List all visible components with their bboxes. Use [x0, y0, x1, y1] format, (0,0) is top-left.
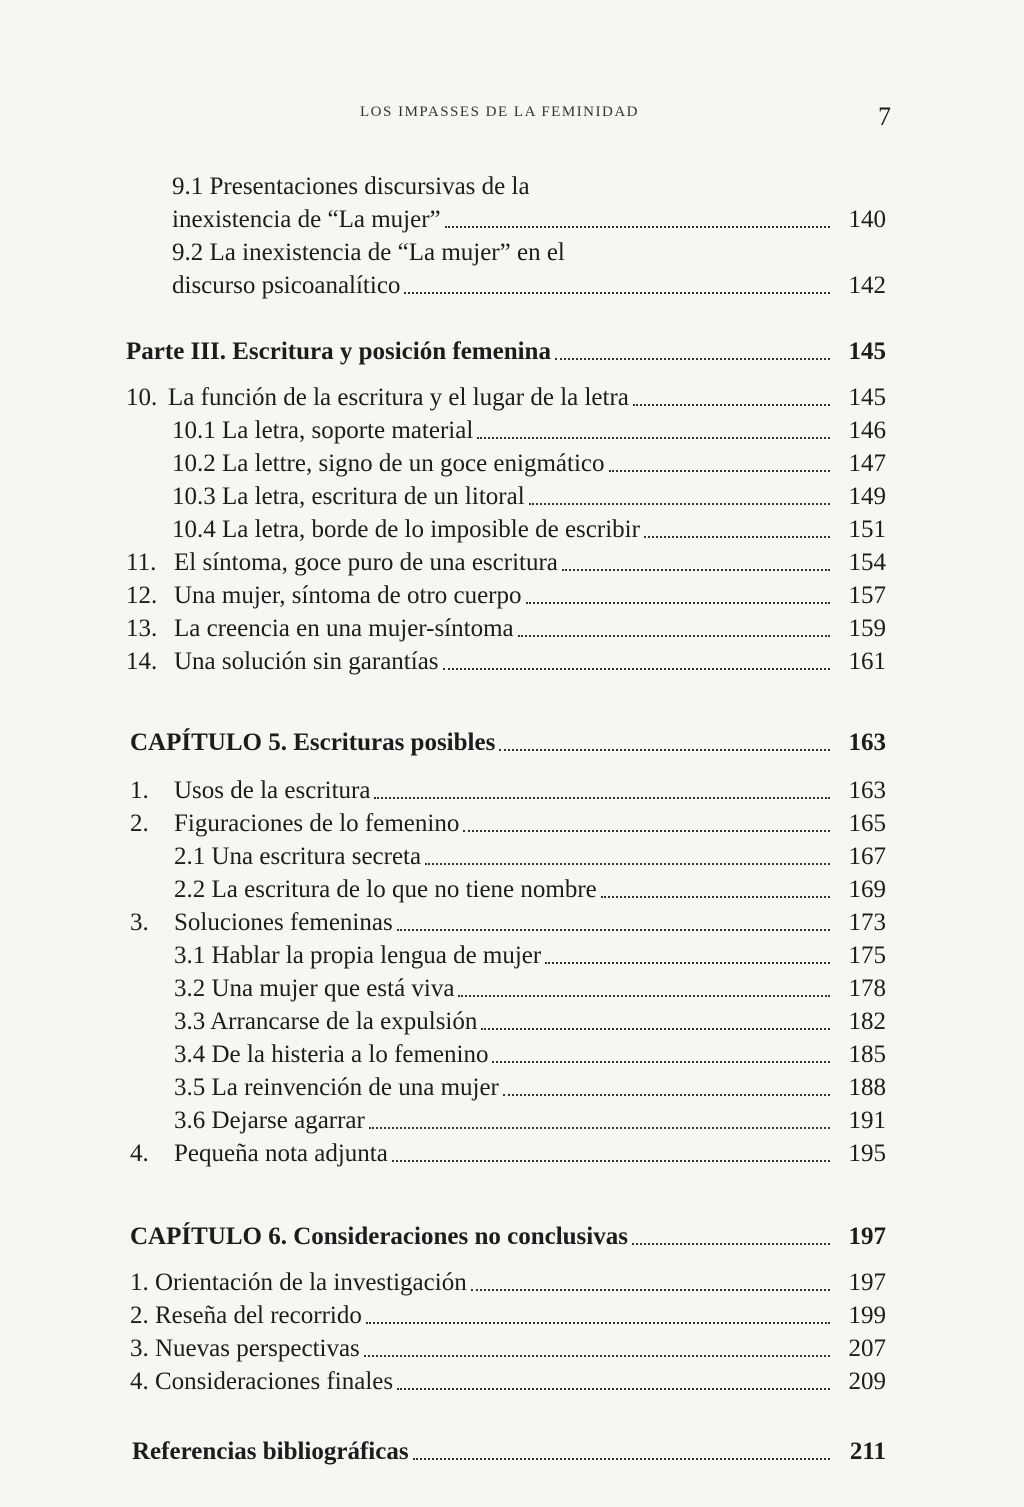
toc-entry [130, 1137, 886, 1171]
toc-entry-text: 1. Orientación de la investigación [130, 1269, 467, 1296]
dot-leader [366, 1321, 830, 1324]
toc-entry-text: 3.4 De la histeria a lo femenino [174, 1041, 489, 1068]
toc-entry-text: CAPÍTULO 5. Escrituras posibles [130, 729, 496, 756]
dot-leader [562, 568, 830, 571]
toc-references-heading [132, 1435, 886, 1469]
toc-entry-text: inexistencia de “La mujer” [172, 206, 441, 233]
toc-entry-page: 146 [848, 417, 886, 444]
toc-entry [130, 1266, 886, 1300]
toc-entry [172, 170, 886, 204]
dot-leader [633, 403, 830, 406]
toc-entry-page: 163 [848, 729, 886, 756]
toc-entry [174, 972, 886, 1006]
toc-entry-page: 207 [848, 1335, 886, 1362]
dot-leader [632, 1242, 830, 1245]
toc-entry-page: 165 [848, 810, 886, 837]
toc-entry-text: 3. Nuevas perspectivas [130, 1335, 360, 1362]
dot-leader [477, 436, 830, 439]
toc-entry [126, 612, 886, 646]
toc-entry-page: 175 [848, 942, 886, 969]
dot-leader [445, 225, 830, 228]
toc-entry-text: Parte III. Escritura y posición femenina [126, 338, 551, 365]
toc-entry-page: 195 [848, 1140, 886, 1167]
toc-entry [172, 203, 886, 237]
toc-entry-page: 197 [848, 1269, 886, 1296]
dot-leader [369, 1126, 830, 1129]
dot-leader [404, 291, 830, 294]
toc-entry [130, 1332, 886, 1366]
dot-leader [413, 1457, 830, 1460]
toc-entry-page: 154 [848, 549, 886, 576]
dot-leader [392, 1159, 830, 1162]
toc-entry-text: Pequeña nota adjunta [174, 1140, 388, 1167]
toc-entry [172, 269, 886, 303]
toc-entry-text: 10.1 La letra, soporte material [172, 417, 474, 444]
toc-entry-page: 145 [848, 384, 886, 411]
toc-entry-text: 10.4 La letra, borde de lo imposible de escribir [172, 516, 640, 543]
toc-entry-page: 142 [848, 272, 886, 299]
toc-entry-page: 163 [848, 777, 886, 804]
dot-leader [499, 748, 830, 751]
toc-entry-text: 10.3 La letra, escritura de un litoral [172, 483, 525, 510]
dot-leader [443, 667, 830, 670]
toc-entry-text: La función de la escritura y el lugar de la letra [168, 384, 629, 411]
toc-entry-number: 3. [130, 909, 149, 936]
toc-entry [172, 414, 886, 448]
toc-entry-page: 199 [848, 1302, 886, 1329]
dot-leader [364, 1354, 830, 1357]
toc-entry [130, 906, 886, 940]
toc-entry-page: 147 [848, 450, 886, 477]
toc-entry-text: Referencias bibliográficas [132, 1438, 409, 1465]
toc-part-heading [126, 335, 886, 369]
toc-entry-page: 167 [848, 843, 886, 870]
toc-entry [126, 645, 886, 679]
toc-entry-text: La creencia en una mujer-síntoma [174, 615, 514, 642]
toc-entry-text: discurso psicoanalítico [172, 272, 401, 299]
toc-entry-page: 185 [848, 1041, 886, 1068]
toc-entry-page: 145 [848, 338, 886, 365]
toc-entry-number: 2. [130, 810, 149, 837]
toc-entry-text: 3.5 La reinvención de una mujer [174, 1074, 499, 1101]
dot-leader [545, 961, 830, 964]
toc-entry-number: 13. [126, 615, 158, 642]
toc-entry [130, 1365, 886, 1399]
toc-entry [174, 1005, 886, 1039]
dot-leader [601, 895, 830, 898]
toc-entry-text: Usos de la escritura [174, 777, 371, 804]
toc-chapter-heading [130, 726, 886, 760]
toc-entry-text: Una solución sin garantías [174, 648, 439, 675]
dot-leader [397, 1387, 830, 1390]
running-head: LOS IMPASSES DE LA FEMINIDAD [360, 104, 639, 120]
toc-entry-page: 197 [848, 1223, 886, 1250]
toc-entry-page: 173 [848, 909, 886, 936]
dot-leader [492, 1060, 830, 1063]
toc-entry [174, 1038, 886, 1072]
dot-leader [425, 862, 830, 865]
toc-entry-number: 4. [130, 1140, 149, 1167]
toc-entry-page: 149 [848, 483, 886, 510]
toc-entry-text: Soluciones femeninas [174, 909, 393, 936]
toc-entry-text: 3.2 Una mujer que está viva [174, 975, 455, 1002]
toc-entry [172, 513, 886, 547]
dot-leader [526, 601, 830, 604]
dot-leader [463, 829, 830, 832]
toc-entry-text: 9.1 Presentaciones discursivas de la [172, 173, 530, 200]
toc-entry [130, 1299, 886, 1333]
toc-entry-text: 3.6 Dejarse agarrar [174, 1107, 365, 1134]
toc-entry [126, 546, 886, 580]
toc-entry-text: 4. Consideraciones finales [130, 1368, 394, 1395]
toc-entry [174, 1071, 886, 1105]
dot-leader [529, 502, 830, 505]
dot-leader [397, 928, 830, 931]
toc-entry-page: 161 [848, 648, 886, 675]
toc-entry-number: 1. [130, 777, 149, 804]
toc-entry [174, 873, 886, 907]
toc-entry [172, 480, 886, 514]
toc-entry-text: 3.1 Hablar la propia lengua de mujer [174, 942, 542, 969]
dot-leader [644, 535, 830, 538]
toc-entry-text: 2. Reseña del recorrido [130, 1302, 362, 1329]
toc-entry [126, 381, 886, 415]
toc-entry-text: Figuraciones de lo femenino [174, 810, 460, 837]
toc-entry-number: 11. [126, 549, 157, 576]
toc-entry-text: CAPÍTULO 6. Consideraciones no conclusivas [130, 1223, 628, 1250]
dot-leader [471, 1288, 830, 1291]
toc-entry [130, 774, 886, 808]
toc-entry-page: 157 [848, 582, 886, 609]
toc-entry-text: 10.2 La lettre, signo de un goce enigmático [172, 450, 605, 477]
toc-entry-text: Una mujer, síntoma de otro cuerpo [174, 582, 522, 609]
dot-leader [503, 1093, 830, 1096]
page-number: 7 [878, 102, 891, 131]
toc-entry-number: 10. [126, 384, 158, 411]
toc-entry [174, 1104, 886, 1138]
dot-leader [374, 796, 830, 799]
toc-entry-page: 182 [848, 1008, 886, 1035]
toc-entry [130, 807, 886, 841]
toc-entry [174, 939, 886, 973]
toc-entry-page: 151 [848, 516, 886, 543]
toc-entry-number: 12. [126, 582, 158, 609]
toc-entry [126, 579, 886, 613]
dot-leader [458, 994, 830, 997]
toc-entry-page: 159 [848, 615, 886, 642]
toc-entry [172, 447, 886, 481]
toc-entry-page: 211 [849, 1438, 886, 1465]
toc-entry-text: El síntoma, goce puro de una escritura [174, 549, 558, 576]
toc-entry-text: 2.1 Una escritura secreta [174, 843, 422, 870]
toc-entry-number: 14. [126, 648, 158, 675]
toc-entry-text: 3.3 Arrancarse de la expulsión [174, 1008, 478, 1035]
toc-entry-page: 191 [848, 1107, 886, 1134]
dot-leader [609, 469, 830, 472]
toc-entry-text: 9.2 La inexistencia de “La mujer” en el [172, 239, 565, 266]
toc-entry-page: 188 [848, 1074, 886, 1101]
toc-entry-page: 209 [848, 1368, 886, 1395]
toc-entry-text: 2.2 La escritura de lo que no tiene nombre [174, 876, 597, 903]
dot-leader [555, 357, 830, 360]
dot-leader [481, 1027, 830, 1030]
toc-entry-page: 169 [848, 876, 886, 903]
toc-entry [172, 236, 886, 270]
dot-leader [518, 634, 830, 637]
toc-entry-page: 140 [848, 206, 886, 233]
toc-entry [174, 840, 886, 874]
toc-entry-page: 178 [848, 975, 886, 1002]
toc-chapter-heading [130, 1220, 886, 1254]
